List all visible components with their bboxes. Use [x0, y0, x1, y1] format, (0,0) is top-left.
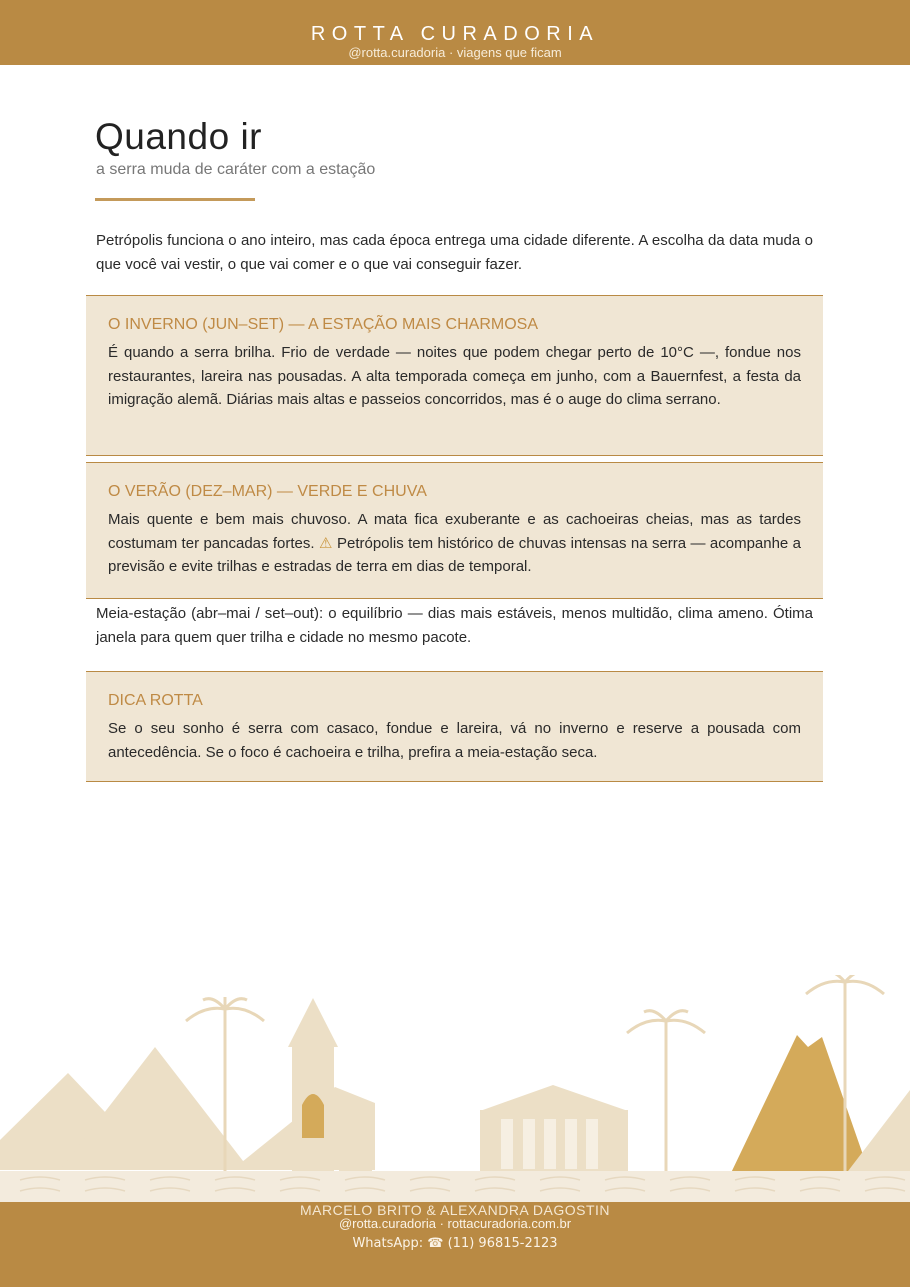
footer-banner: [0, 1202, 910, 1287]
brand-name: ROTTA CURADORIA: [310, 23, 600, 45]
church-spire: [288, 998, 338, 1047]
summer-text-after: Petrópolis tem histórico de chuvas intensas na serra — acompanhe a previsão e evite trilhas e estradas de terra em dias de temporal.: [108, 534, 801, 575]
summer-text: [108, 508, 801, 579]
tip-box: [86, 671, 823, 782]
midseason-paragraph: Meia-estação (abr–mai / set–out): o equilíbrio — dias mais estáveis, menos multidão, clima ameno. Ótima janela para quem quer trilha e cidade no mesmo pacote.: [96, 605, 813, 646]
footer-social: @rotta.curadoria · rottacuradoria.com.br: [338, 1216, 572, 1231]
winter-box: [86, 295, 823, 456]
church-nave: [339, 1103, 372, 1175]
summer-title: O VERÃO (DEZ–MAR) — VERDE E CHUVA: [108, 483, 427, 500]
museum-pediment: [480, 1085, 628, 1111]
page-subtitle: a serra muda de caráter com a estação: [96, 161, 376, 178]
palm-tree-middle: [627, 1011, 705, 1180]
ground-strip: [0, 1171, 910, 1203]
footer-phone: WhatsApp: ☎ (11) 96815-2123: [352, 1236, 558, 1251]
footer-names: MARCELO BRITO & ALEXANDRA DAGOSTIN: [299, 1202, 611, 1218]
church-door: [302, 1094, 324, 1138]
tip-title: DICA ROTTA: [108, 692, 203, 709]
page-title: Quando ir: [95, 116, 262, 157]
city-skyline-illustration: [0, 975, 910, 1205]
title-underline: [95, 198, 255, 201]
brand-subline: @rotta.curadoria · viagens que ficam: [348, 45, 562, 60]
mountain-sugarloaf: [730, 1035, 870, 1175]
winter-text: É quando a serra brilha. Frio de verdade — noites que podem chegar perto de 10°C —, fondue nos restaurantes, lareira nas pousadas. A alta temporada começa em junho, com a Bauernfest, a festa da imigração alemã. Diárias mais altas e passeios concorridos, mas é o auge do clima serrano.: [108, 344, 801, 408]
summer-box: [86, 462, 823, 599]
header-banner: [0, 0, 910, 65]
tip-text: Se o seu sonho é serra com casaco, fondue e lareira, vá no inverno e reserve a pousada com antecedência. Se o foco é cachoeira e trilha, prefira a meia-estação seca.: [108, 720, 801, 761]
winter-title: O INVERNO (JUN–SET) — A ESTAÇÃO MAIS CHARMOSA: [108, 316, 538, 333]
summer-text-before: Mais quente e bem mais chuvoso. A mata fica exuberante e as cachoeiras cheias, mas as tardes costumam ter pancadas fortes.: [108, 511, 801, 552]
intro-paragraph: Petrópolis funciona o ano inteiro, mas cada época entrega uma cidade diferente. A escolha da data muda o que você vai vestir, o que vai comer e o que vai conseguir fazer.: [96, 232, 813, 273]
warning-icon: ⚠: [318, 534, 333, 552]
